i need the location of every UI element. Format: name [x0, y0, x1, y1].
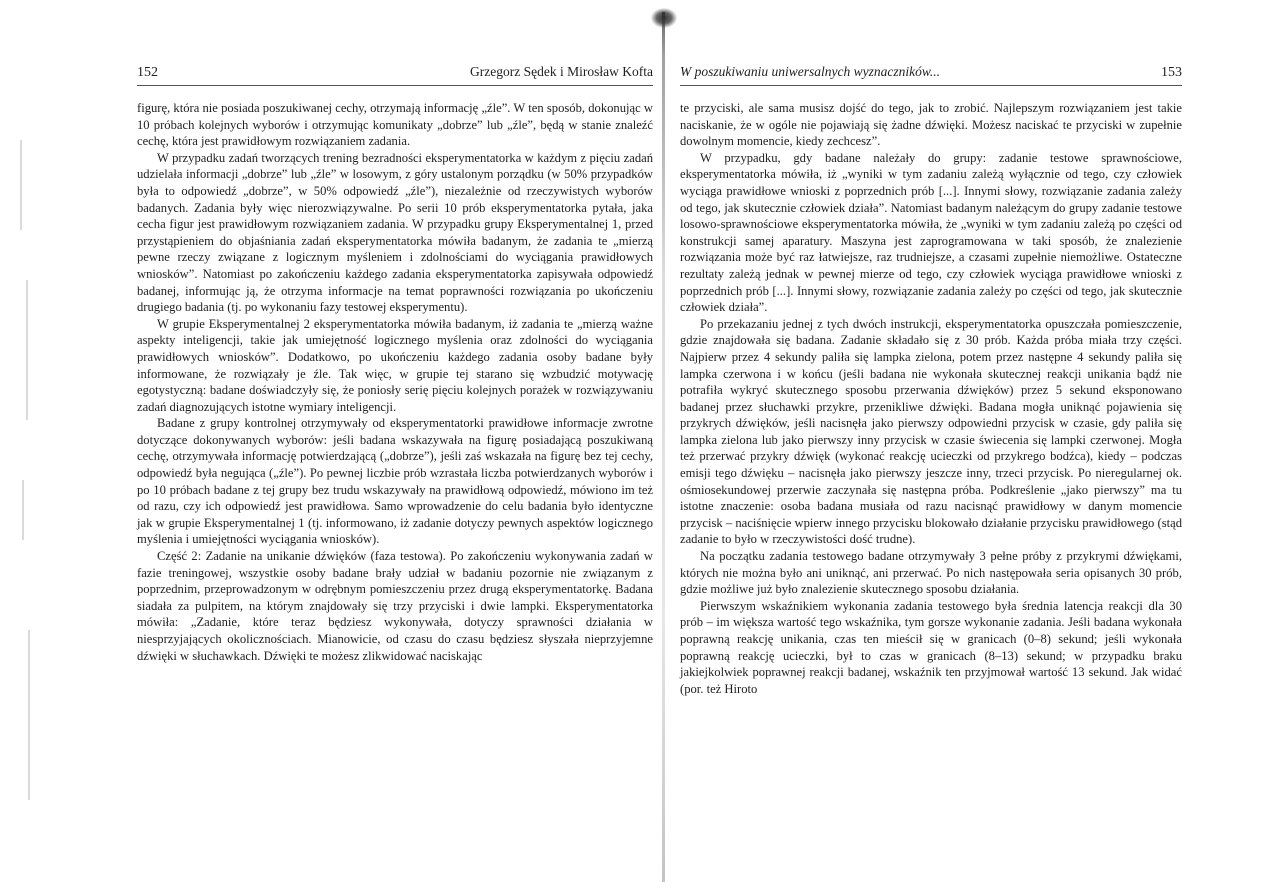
page-body: [137, 100, 653, 664]
page-number: 152: [137, 65, 158, 80]
running-head-title: Grzegorz Sędek i Mirosław Kofta: [470, 64, 653, 79]
paragraph: W grupie Eksperymentalnej 2 eksperymentatorka mówiła badanym, iż zadania te „mierzą ważne aspekty inteligencji, takie jak umiejętność logicznego myślenia oraz zdolności do wyciągania prawidłowych wniosków”. Dodatkowo, po ukończeniu każdego zadania osoby badane były informowane, że rozwiązały je źle. Tak więc, w grupie tej starano się wzbudzić motywację egotystyczną: badane doświadczyły się, że poniosły serię pięciu kolejnych porażek w rozwiązywaniu zadań diagnozujących istotne wymiary inteligencji.: [137, 316, 653, 414]
paragraph: Badane z grupy kontrolnej otrzymywały od eksperymentatorki prawidłowe informacje zwrotne dotyczące dokonywanych wyborów: jeśli badana wskazywała na figurę posiadającą poszukiwaną cechę, otrzymywała informację potwierdzającą („dobrze”), jeśli zaś wskazała na figurę bez tej cechy, odpowiedź była negująca („źle”). Po pewnej liczbie prób wzrastała liczba potwierdzanych wyborów i po 10 próbach badane z tej grupy bez trudu wskazywały na prawidłową odpowiedź, mówiono im też od razu, czy ich odpowiedź jest prawidłowa. Samo wprowadzenie do celu badania było identyczne jak w grupie Eksperymentalnej 1 (tj. informowano, iż zadanie dotyczy pewnych aspektów logicznego myślenia i umiejętności wyciągania wniosków).: [137, 416, 653, 547]
paragraph: Pierwszym wskaźnikiem wykonania zadania testowego była średnia latencja reakcji dla 30 prób – im większa wartość tego wskaźnika, tym gorsze wykonanie zadania. Jeśli badana wykonała poprawną reakcję unikania, czas ten mieścił się w granicach (0–8) sekund; jeśli wykonała poprawną reakcję ucieczki, był to czas w granicach (8–13) sekund; w przypadku braku jakiejkolwiek poprawnej reakcji badanej, wskaźnik ten przyjmował wartość 13 sekund. Jak widać (por. też Hiroto: [680, 598, 1182, 696]
paragraph: te przyciski, ale sama musisz dojść do tego, jak to zrobić. Najlepszym rozwiązaniem jest takie naciskanie, że w ogóle nie pojawiają się żadne dźwięki. Możesz naciskać te przyciski w zupełnie dowolnym momencie, kiedy zechcesz”.: [680, 101, 1182, 149]
running-head: [137, 63, 653, 86]
page-body: [680, 100, 1182, 697]
book-spine: [662, 12, 665, 882]
paragraph: figurę, która nie posiada poszukiwanej cechy, otrzymają informację „źle”. W ten sposób, dokonując w 10 próbach kolejnych wyborów i otrzymując komunikaty „dobrze” lub „źle”, będą w stanie znaleźć cechę, która jest prawidłowym rozwiązaniem zadania.: [137, 101, 653, 149]
left-page: [137, 58, 653, 664]
scan-edge-marks: [16, 20, 86, 880]
paragraph: Po przekazaniu jednej z tych dwóch instrukcji, eksperymentatorka opuszczała pomieszczenie, gdzie znajdowała się badana. Zadanie składało się z 30 prób. Każda próba miała trzy części. Najpierw przez 4 sekundy paliła się lampka zielona, potem przez następne 4 sekundy paliła się lampka czerwona i w końcu (jeśli badana nie wykonała skutecznej reakcji unikania bądź nie potrafiła wykryć skutecznego sposobu przerwania dźwięków) przez 5 sekund eksponowano badanej przez słuchawki przykre, przenikliwe dźwięki. Badana mogła uniknąć pojawienia się przykrych dźwięków, jeśli nacisnęła jako pierwszy odpowiedni przycisk w czasie, gdy paliła się lampka zielona lub jako pierwszy inny przycisk w czasie świecenia się lampki czerwonej. Mogła też przerwać przykry dźwięk (wykonać reakcję ucieczki od przykrego bodźca), kiedy – podczas emisji tego dźwięku – nacisnęła jako pierwszy jeszcze inny, trzeci przycisk. Po nieregularnej ok. ośmiosekundowej przerwie zaczynała się następna próba. Podkreślenie „jako pierwszy” ma tu istotne znaczenie: osoba badana musiała od razu nacisnąć prawidłowy w danym momencie przycisk – naciśnięcie wpierw innego przycisku blokowało działanie przycisku prawidłowego (stąd zadanie to było w rzeczywistości dość trudne).: [680, 316, 1182, 547]
paragraph: Na początku zadania testowego badane otrzymywały 3 pełne próby z przykrymi dźwiękami, których nie można było ani uniknąć, ani przerwać. Po nich następowała seria opisanych 30 prób, gdzie możliwe już było znalezienie skutecznego sposobu działania.: [680, 549, 1182, 597]
running-head-title: W poszukiwaniu uniwersalnych wyznaczników...: [680, 64, 940, 79]
paragraph: Część 2: Zadanie na unikanie dźwięków (faza testowa). Po zakończeniu wykonywania zadań w fazie treningowej, wszystkie osoby badane brały udział w badaniu pozornie nie związanym z poprzednim, przeprowadzonym w odrębnym pomieszczeniu przez drugą eksperymentatorkę. Badana siadała za pulpitem, na którym znajdowały się trzy przyciski i dwie lampki. Eksperymentatorka mówiła: „Zadanie, które teraz będziesz wykonywała, dotyczy sprawności działania w niesprzyjających okolicznościach. Mianowicie, od czasu do czasu będziesz słyszała nieprzyjemne dźwięki w słuchawkach. Dźwięki te możesz zlikwidować naciskając: [137, 549, 653, 663]
paragraph: W przypadku zadań tworzących trening bezradności eksperymentatorka w każdym z pięciu zadań udzielała informacji „dobrze” lub „źle” w losowym, z góry ustalonym porządku (w 50% przypadków była to odpowiedź „dobrze”, w 50% odpowiedź „źle”), niezależnie od rzeczywistych wyborów badanych. Zadania były więc nierozwiązywalne. Po serii 10 prób eksperymentatorka pytała, jaka cecha figur jest prawidłowym rozwiązaniem zadania. W przypadku grupy Eksperymentalnej 1, przed przystąpieniem do objaśniania zadań eksperymentatorka mówiła badanym, że zadania te „mierzą pewne rzeczy związane z logicznym myśleniem i zdolnościami do wyciągania prawidłowych wniosków”. Natomiast po zakończeniu każdego zadania eksperymentatorka zapisywała odpowiedź badanej, informując ją, że otrzyma informacje na temat poprawności rozwiązania po ukończeniu drugiego badania (tj. po wykonaniu fazy testowej eksperymentu).: [137, 150, 653, 315]
running-head: [680, 63, 1182, 86]
page-number: 153: [1161, 65, 1182, 80]
right-page: [680, 58, 1182, 697]
paragraph: W przypadku, gdy badane należały do grupy: zadanie testowe sprawnościowe, eksperymentatorka mówiła, iż „wyniki w tym zadaniu zależą wyłącznie od tego, czy człowiek wyciąga prawidłowe wnioski z poprzednich prób [...]. Innymi słowy, rozwiązanie zadania zależy od tego, jak skutecznie człowiek działa”. Natomiast badanym należącym do grupy zadanie testowe losowo-sprawnościowe eksperymentatorka mówiła, że „wyniki w tym zadaniu zależą po części od konstrukcji samej aparatury. Maszyna jest zaprogramowana w taki sposób, że znalezienie rozwiązania może być raz łatwiejsze, raz trudniejsze, a czasami zupełnie niemożliwe. Ostateczne rezultaty zależą jednak w pewnej mierze od tego, czy człowiek wyciąga prawidłowe wnioski z poprzednich prób [...]. Innymi słowy, rozwiązanie zadania zależy po części od tego, jak skutecznie człowiek działa”.: [680, 150, 1182, 315]
